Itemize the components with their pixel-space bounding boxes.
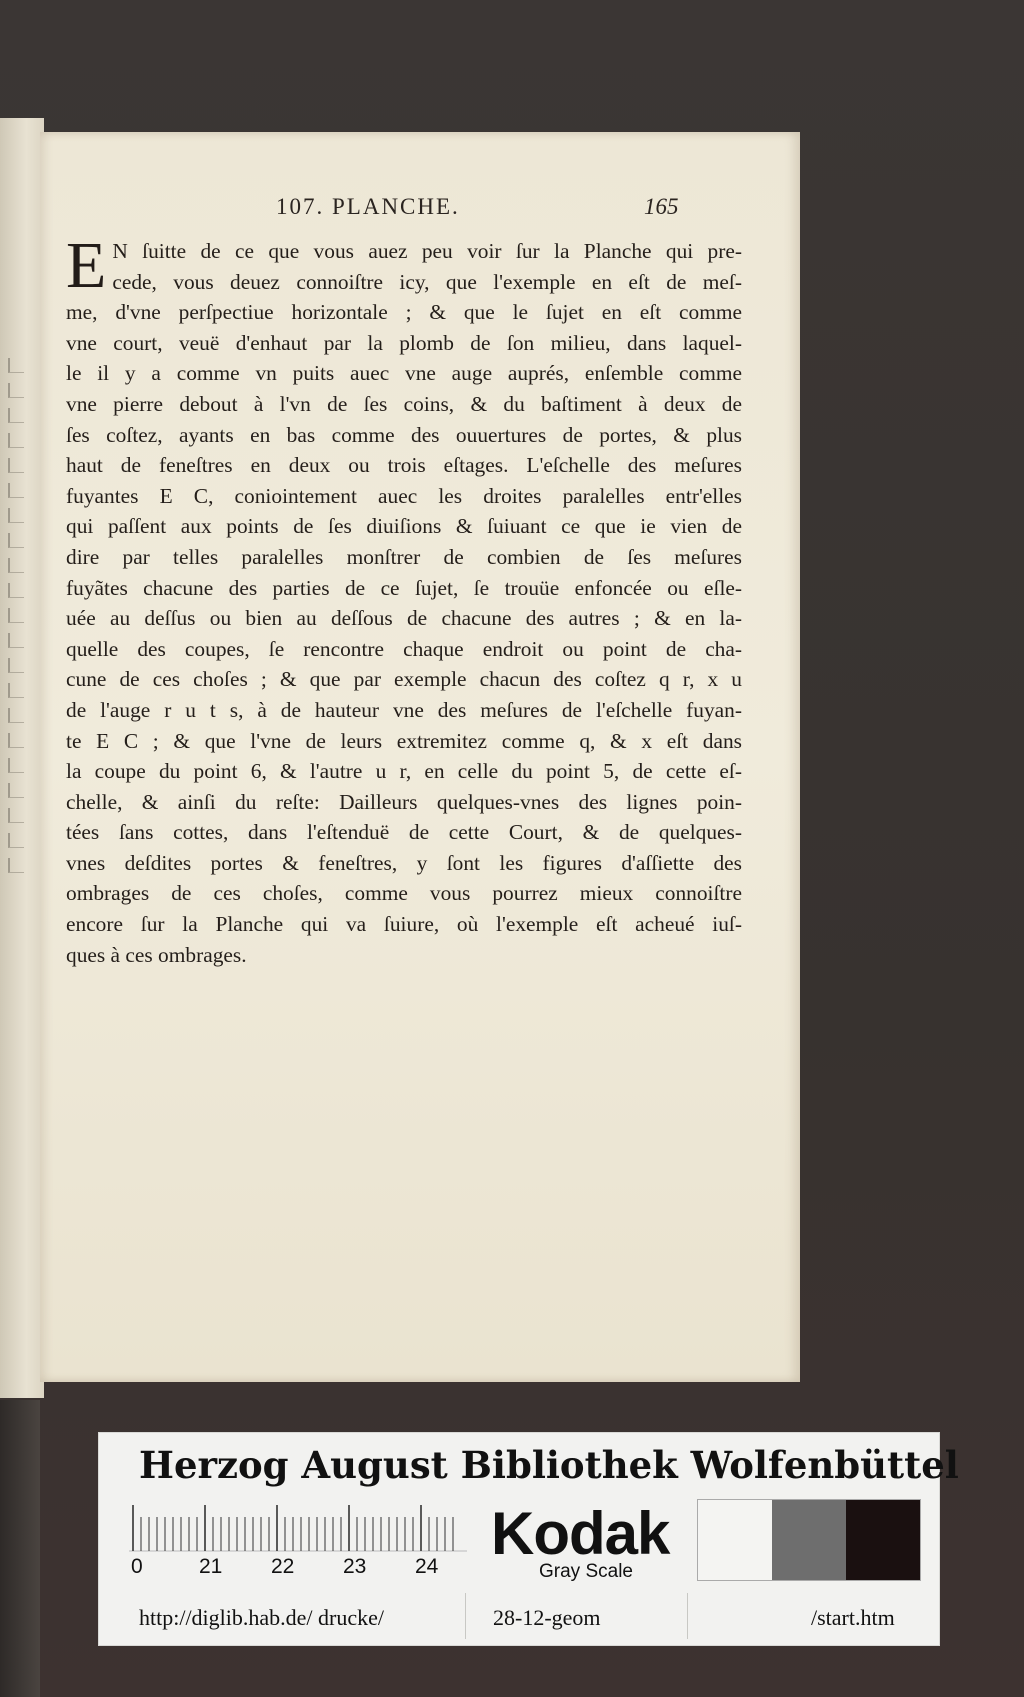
text-line: dire par telles paralelles monſtrer de combien de ſes meſures — [66, 544, 742, 569]
text-line: haut de feneſtres en deux ou trois eſtages. L'eſchelle des meſures — [66, 453, 742, 478]
text-line: tées ſans cottes, dans l'eſtenduë de cette Court, & de quelques- — [66, 820, 742, 845]
divider — [465, 1593, 466, 1639]
gray-scale-patches — [697, 1499, 921, 1581]
text-line: cune de ces choſes ; & que par exemple chacun des coſtez q r, x u — [66, 667, 742, 692]
text-line: cede, vous deuez connoiſtre icy, que l'exemple en eſt de meſ- — [112, 269, 742, 294]
text-line: quelle des coupes, ſe rencontre chaque endroit ou point de cha- — [66, 636, 742, 661]
running-title: 107. PLANCHE. — [276, 194, 460, 219]
text-line: de l'auge r u t s, à de hauteur vne des meſures de l'eſchelle fuyan- — [66, 697, 742, 722]
gray-patch-mid — [772, 1500, 846, 1580]
kodak-logo: Kodak — [491, 1500, 670, 1567]
scan-target-card — [99, 1433, 959, 1645]
ruler-label: 24 — [415, 1555, 439, 1578]
book-page — [40, 132, 800, 1382]
text-line: chelle, & ainſi du reſte: Dailleurs quelques-vnes des lignes poin- — [66, 789, 742, 814]
text-line: ombrages de ces choſes, comme vous pourrez mieux connoiſtre — [66, 881, 742, 906]
ruler-label: 22 — [271, 1555, 295, 1578]
url-shelfmark: 28-12-geom — [493, 1605, 601, 1630]
text-line: vne pierre debout à l'vn de ſes coins, & du baſtiment à deux de — [66, 391, 742, 416]
ruler-ticks — [129, 1503, 467, 1553]
text-line: te E C ; & que l'vne de leurs extremitez comme q, & x eſt dans — [66, 728, 742, 753]
running-header — [40, 194, 800, 224]
body-text — [66, 229, 742, 970]
ruler-label: 23 — [343, 1555, 367, 1578]
text-line: vne court, veuë d'enhaut par la plomb de ſon milieu, dans laquel- — [66, 330, 742, 355]
text-line: encore ſur la Planche qui va ſuiure, où l'exemple eſt acheué iuſ- — [66, 912, 742, 937]
text-line: vnes deſdites portes & feneſtres, y ſont les figures d'aſſiette des — [66, 850, 742, 875]
text-line: me, d'vne perſpectiue horizontale ; & que le ſujet en eſt comme — [66, 300, 742, 325]
url-prefix: http://diglib.hab.de/ drucke/ — [139, 1605, 385, 1630]
measurement-ruler — [129, 1503, 467, 1553]
page-number: 165 — [644, 194, 679, 219]
text-line: ſes coſtez, ayants en bas comme des ouuertures de portes, & plus — [66, 422, 742, 447]
text-line: la coupe du point 6, & l'autre u r, en celle du point 5, de cette eſ- — [66, 759, 742, 784]
library-name: Herzog August Bibliothek Wolfenbüttel — [139, 1443, 959, 1487]
gray-patch-black — [846, 1500, 920, 1580]
previous-leaf-marks — [2, 358, 42, 873]
ruler-labels — [129, 1555, 439, 1581]
gray-scale-label: Gray Scale — [539, 1561, 633, 1582]
text-line: uée au deſſus ou bien au deſſous de chacune des autres ; & en la- — [66, 606, 742, 631]
ruler-label: 0 — [131, 1555, 143, 1578]
ruler-label: 21 — [199, 1555, 223, 1578]
previous-leaf-edge — [0, 118, 44, 1398]
text-line: qui paſſent aux points de ſes diuiſions & ſuiuant ce que ie vien de — [66, 514, 742, 539]
url-suffix: /start.htm — [811, 1605, 895, 1630]
divider — [687, 1593, 688, 1639]
text-line: ques à ces ombrages. — [66, 942, 247, 967]
drop-capital: E — [66, 229, 107, 302]
book-spine-shadow — [0, 1400, 40, 1697]
text-line: N ſuitte de ce que vous auez peu voir ſur la Planche qui pre- — [112, 239, 742, 263]
text-line: le il y a comme vn puits auec vne auge auprés, enſemble comme — [66, 361, 742, 386]
text-line: fuyantes E C, conioіntement auec les droites paralelles entr'elles — [66, 483, 742, 508]
gray-patch-white — [698, 1500, 772, 1580]
text-line: fuyãtes chacune des parties de ce ſujet, ſe trouüe enfoncée ou eſle- — [66, 575, 742, 600]
